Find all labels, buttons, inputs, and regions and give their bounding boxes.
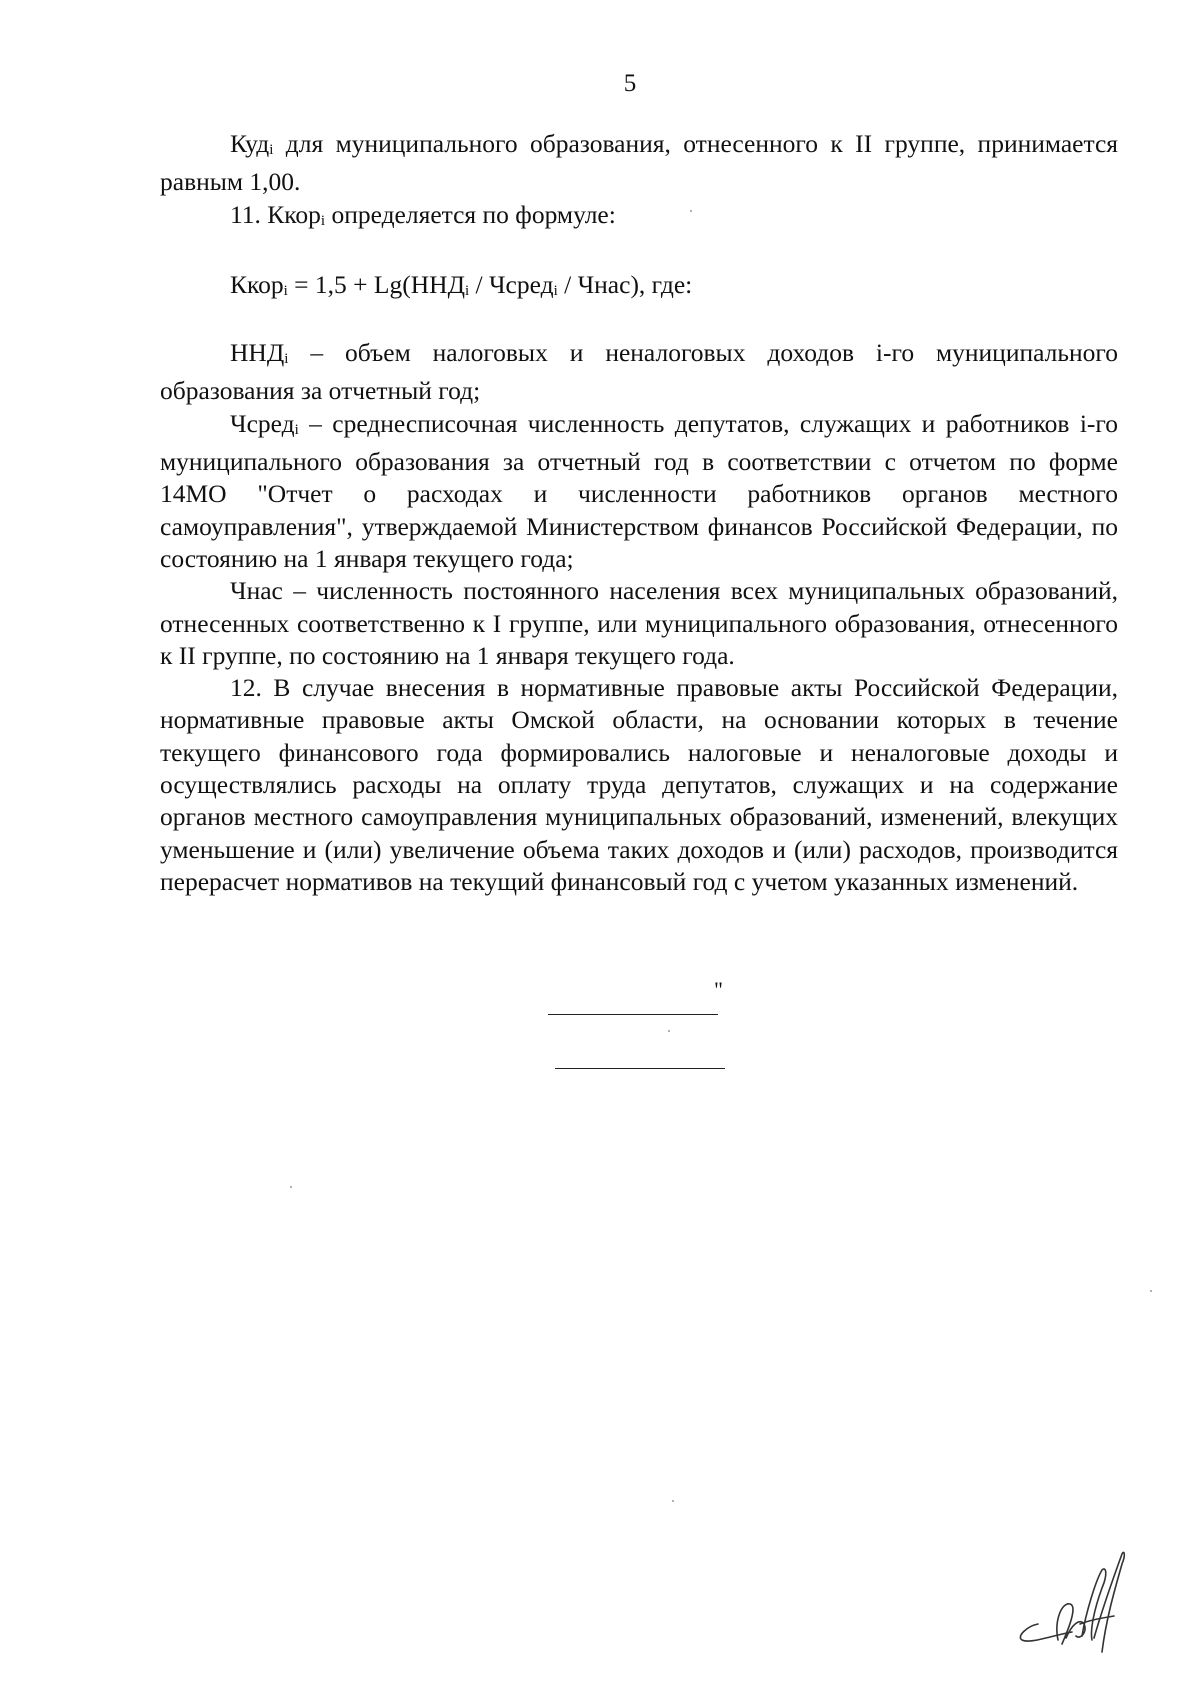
- chsred-text: – среднесписочная численность депутатов, служащих и работников i-го муниципального образования за отчетный год в соответствии с отчетом по форме 14МО "Отчет о расходах и численности работников органов местного самоуправления", утверждаемой Министерством финансов Российской Федерации, по состоянию на 1 января текущего года;: [160, 408, 1118, 573]
- subscript-i: i: [284, 351, 289, 368]
- formula-part: = 1,5 + Lg(ННД: [287, 269, 465, 299]
- subscript-i: i: [464, 282, 470, 299]
- subscript-i: i: [320, 212, 326, 229]
- nnd-text: – объем налоговых и неналоговых доходов i-го муниципального образования за отчетный год;: [160, 338, 1118, 406]
- kud-term: Куд: [230, 129, 270, 158]
- document-body: [160, 128, 1118, 898]
- scan-speck: [1150, 1290, 1152, 1292]
- formula-part: / Чсред: [469, 269, 554, 299]
- scan-speck: [672, 1500, 674, 1502]
- closing-quote: ": [714, 977, 723, 1002]
- item-11-text: определяется по формуле:: [325, 199, 616, 229]
- subscript-i: i: [283, 282, 288, 299]
- subscript-i: i: [553, 282, 558, 299]
- paragraph-nnd: [160, 337, 1118, 408]
- scan-speck: [668, 1030, 670, 1032]
- paragraph-chsred: [160, 408, 1118, 575]
- scan-speck: [690, 210, 692, 212]
- formula: [160, 269, 1118, 307]
- page-number: 5: [623, 70, 637, 97]
- paragraph-item-12: 12. В случае внесения в нормативные правовые акты Российской Федерации, нормативные правовые акты Омской области, на основании которых в течение текущего финансового года формировались налоговые и неналоговые доходы и осуществлялись расходы на оплату труда депутатов, служащих и на содержание органов местного самоуправления муниципальных образований, изменений, влекущих уменьшение и (или) увеличение объема таких доходов и (или) расходов, производится перерасчет нормативов на текущий финансовый год с учетом указанных изменений.: [160, 673, 1118, 896]
- closing-mark: [548, 977, 723, 1015]
- subscript-i: i: [269, 142, 274, 158]
- chsred-term: Чсред: [230, 408, 295, 438]
- item-11-term: 11. Ккор: [230, 199, 321, 229]
- handwritten-signature-icon: [1010, 1540, 1140, 1670]
- formula-part: / Чнас), где:: [557, 269, 693, 299]
- nnd-term: ННД: [230, 338, 285, 368]
- subscript-i: i: [294, 421, 299, 438]
- kud-text: для муниципального образования, отнесенного к II группе, принимается равным 1,00.: [160, 129, 1118, 197]
- scan-speck: [290, 1186, 292, 1188]
- formula-part: Ккор: [230, 269, 284, 299]
- paragraph-kud: [160, 128, 1118, 199]
- paragraph-chnas: Чнас – численность постоянного населения всех муниципальных образований, отнесенных соответственно к I группе, или муниципального образования, отнесенного к II группе, по состоянию на 1 января текущего года.: [160, 576, 1118, 670]
- closing-line: [548, 1014, 718, 1015]
- separator-line: [555, 1068, 725, 1069]
- paragraph-item-11: [160, 199, 1118, 237]
